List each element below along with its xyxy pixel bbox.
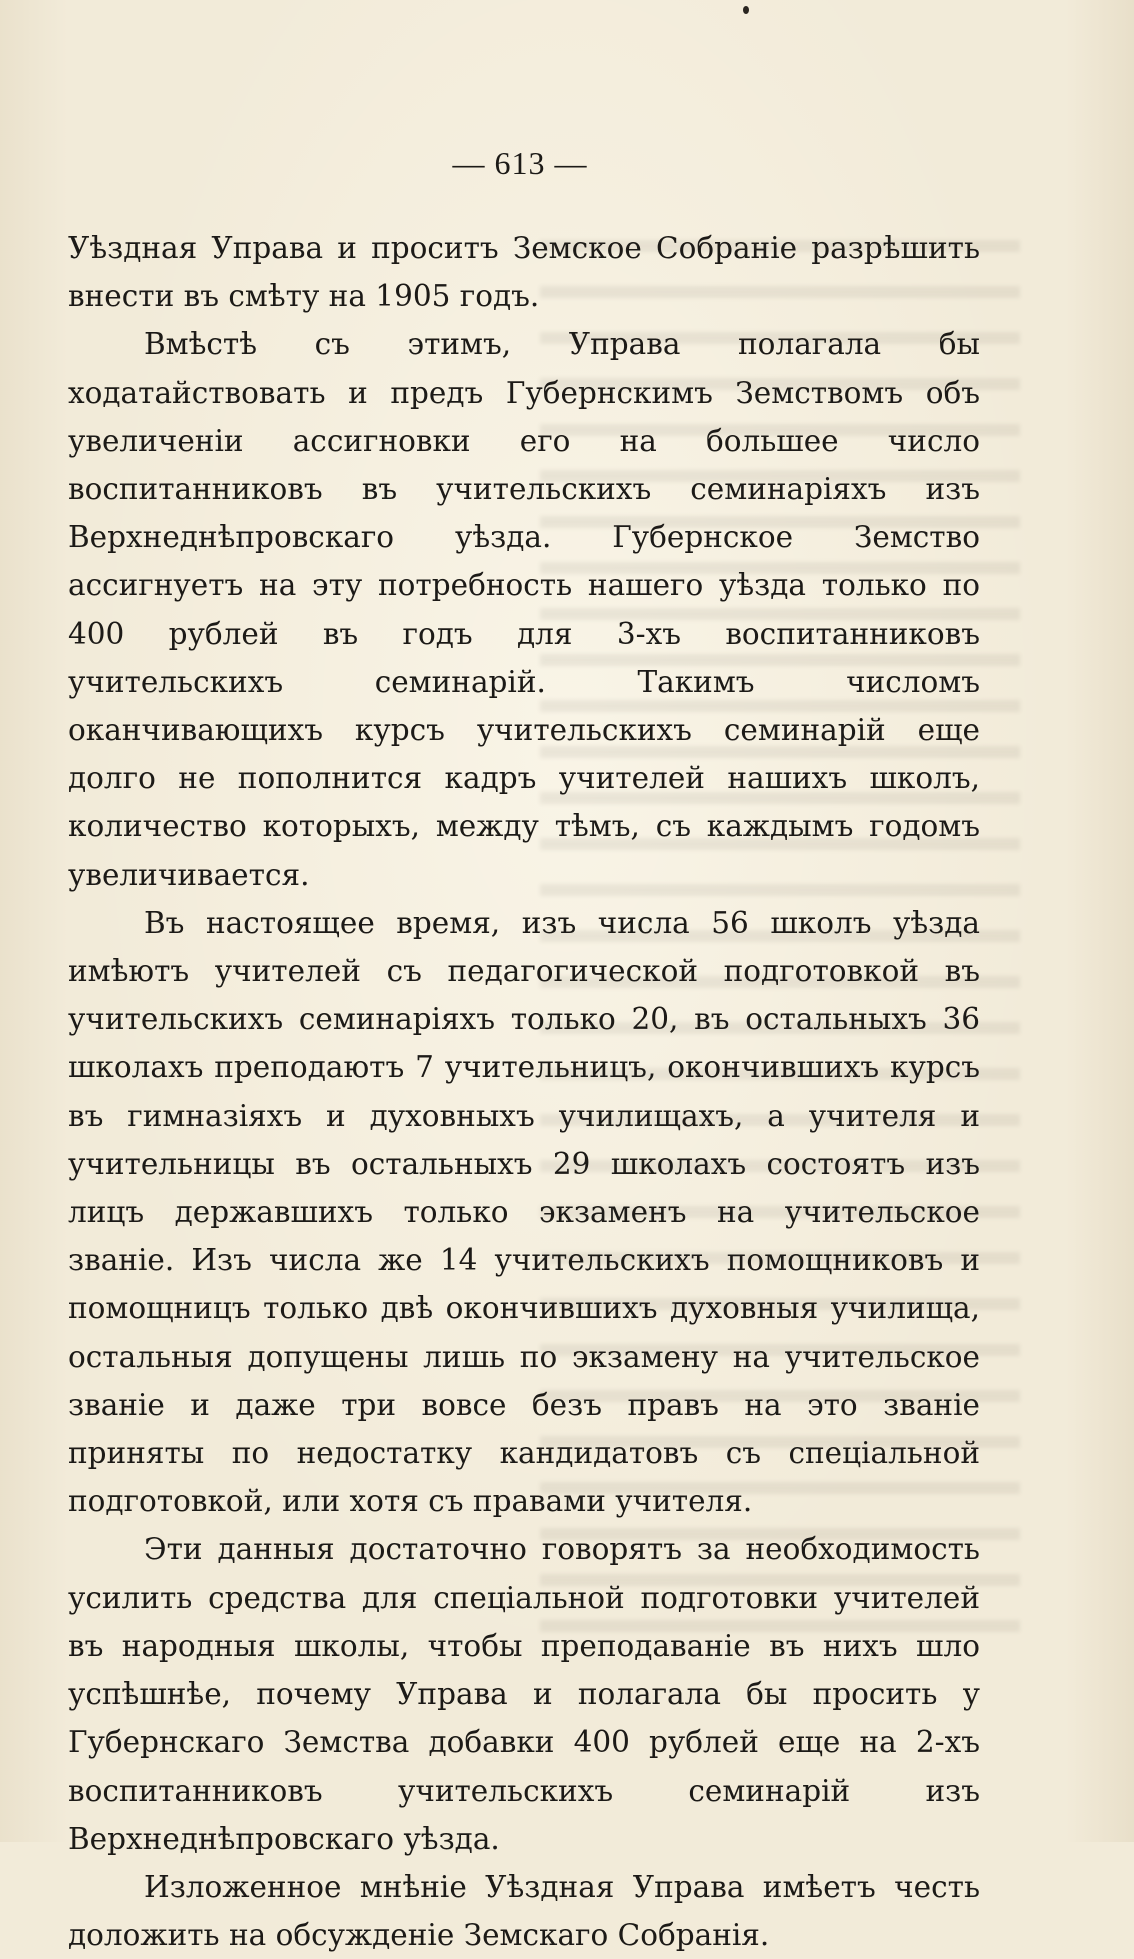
paragraph: Изложенное мнѣніе Уѣздная Управа имѣетъ честь доложить на обсужденіе Земскаго Собранія.: [68, 1869, 980, 1953]
paragraph: Эти данныя достаточно говорятъ за необходимость усилить средства для спеціальной подготовки учителей въ народныя школы, чтобы преподаваніе въ нихъ шло успѣшнѣе, почему Управа и полагала бы просить у Губернскаго Земства добавки 400 рублей еще на 2-хъ воспитанниковъ учительскихъ семинарій изъ Верхнеднѣпровскаго уѣзда.: [68, 1532, 980, 1856]
paragraph: Въ настоящее время, изъ числа 56 школъ уѣзда имѣютъ учителей съ педагогической подготовкой въ учительскихъ семинаріяхъ только 20, въ остальныхъ 36 школахъ преподаютъ 7 учительницъ, окончившихъ курсъ въ гимназіяхъ и духовныхъ училищахъ, а учителя и учительницы въ остальныхъ 29 школахъ состоятъ изъ лицъ державшихъ только экзаменъ на учительское званіе. Изъ числа же 14 учительскихъ помощниковъ и помощницъ только двѣ окончившихъ духовныя училища, остальныя допущены лишь по экзамену на учительское званіе и даже три вовсе безъ правъ на это званіе приняты по недостатку кандидатовъ съ спеціальной подготовкой, или хотя съ правами учителя.: [68, 905, 980, 1519]
ink-speck: [743, 6, 749, 14]
body-text: [68, 224, 980, 1959]
page-number: — 613 —: [452, 145, 588, 181]
paragraph-continuation: Уѣздная Управа и проситъ Земское Собраніе разрѣшить внести въ смѣту на 1905 годъ.: [68, 231, 980, 314]
paragraph: Вмѣстѣ съ этимъ, Управа полагала бы ходатайствовать и предъ Губернскимъ Земствомъ объ увеличеніи ассигновки его на большее число воспитанниковъ въ учительскихъ семинаріяхъ изъ Верхнеднѣпровскаго уѣзда. Губернское Земство ассигнуетъ на эту потребность нашего уѣзда только по 400 рублей въ годъ для 3-хъ воспитанниковъ учительскихъ семинарій. Такимъ числомъ оканчивающихъ курсъ учительскихъ семинарій еще долго не пополнится кадръ учителей нашихъ школъ, количество которыхъ, между тѣмъ, съ каждымъ годомъ увеличивается.: [68, 327, 980, 892]
